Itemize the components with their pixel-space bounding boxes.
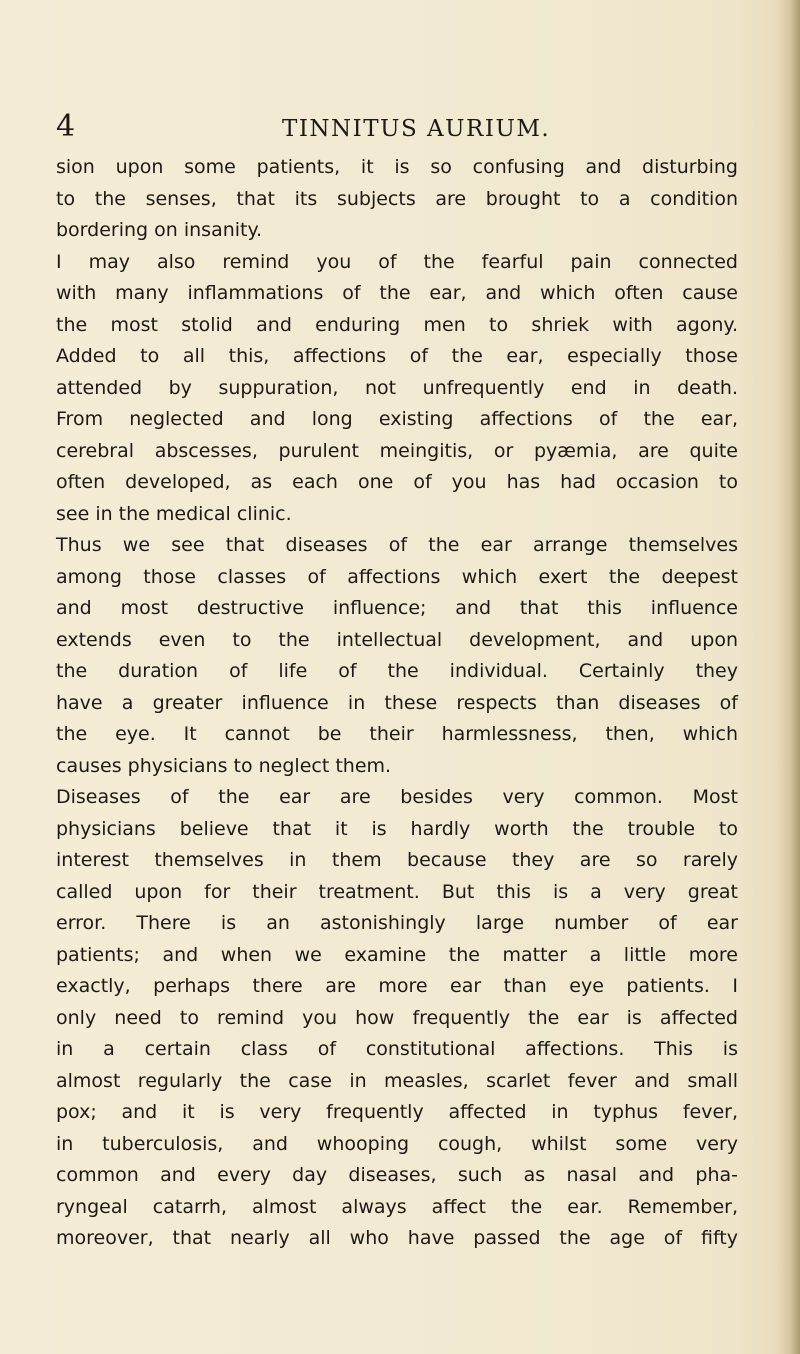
text-line: Thus we see that diseases of the ear arrange themselves [56,534,738,556]
text-line: in tuberculosis, and whooping cough, whilst some very [56,1132,738,1155]
text-line: the eye. It cannot be their harmlessness, then, which [56,723,738,745]
text-line: physicians believe that it is hardly worth the trouble to [56,817,738,840]
text-line: common and every day diseases, such as nasal and pha- [56,1164,738,1186]
text-line: patients; and when we examine the matter a little more [56,943,738,966]
text-line: and most destructive influence; and that this influence [56,597,738,619]
text-line: the duration of life of the individual. Certainly they [56,660,738,682]
text-line: ryngeal catarrh, almost always affect the ear. Remember, [56,1195,738,1218]
text-line: cerebral abscesses, purulent meingitis, or pyæmia, are quite [56,439,738,462]
text-line: sion upon some patients, it is so confusing and disturbing [56,156,738,178]
text-line: Added to all this, affections of the ear, especially those [56,345,738,367]
text-line: to the senses, that its subjects are brought to a condition [56,187,738,210]
text-line: error. There is an astonishingly large number of ear [56,912,738,934]
text-line: bordering on insanity. [56,219,263,241]
text-line: interest themselves in them because they are so rarely [56,849,738,871]
running-title: TINNITUS AURIUM. [282,116,551,142]
text-line: the most stolid and enduring men to shriek with agony. [56,313,738,336]
text-line: moreover, that nearly all who have passed the age of fifty [56,1227,738,1249]
text-line: in a certain class of constitutional affections. This is [56,1038,738,1060]
text-line: causes physicians to neglect them. [56,754,392,777]
text-line: From neglected and long existing affections of the ear, [56,408,738,430]
text-line: almost regularly the case in measles, scarlet fever and small [56,1069,738,1092]
text-line: often developed, as each one of you has had occasion to [56,471,738,493]
text-line: called upon for their treatment. But this is a very great [56,880,738,903]
body-text [56,152,738,1255]
text-line: attended by suppuration, not unfrequently end in death. [56,376,738,399]
text-line: have a greater influence in these respects than diseases of [56,691,738,714]
text-line: among those classes of affections which exert the deepest [56,565,738,588]
page-number: 4 [56,109,76,144]
text-line: pox; and it is very frequently affected in typhus fever, [56,1101,738,1123]
text-line: I may also remind you of the fearful pain connected [56,250,738,273]
page-header [0,110,800,144]
text-line: extends even to the intellectual development, and upon [56,628,738,651]
text-line: see in the medical clinic. [56,502,292,525]
text-line: Diseases of the ear are besides very common. Most [56,786,738,808]
text-line: with many inflammations of the ear, and which often cause [56,282,738,304]
text-line: exactly, perhaps there are more ear than eye patients. I [56,975,738,997]
text-line: only need to remind you how frequently the ear is affected [56,1006,738,1029]
page-edge-shadow [790,0,800,1354]
